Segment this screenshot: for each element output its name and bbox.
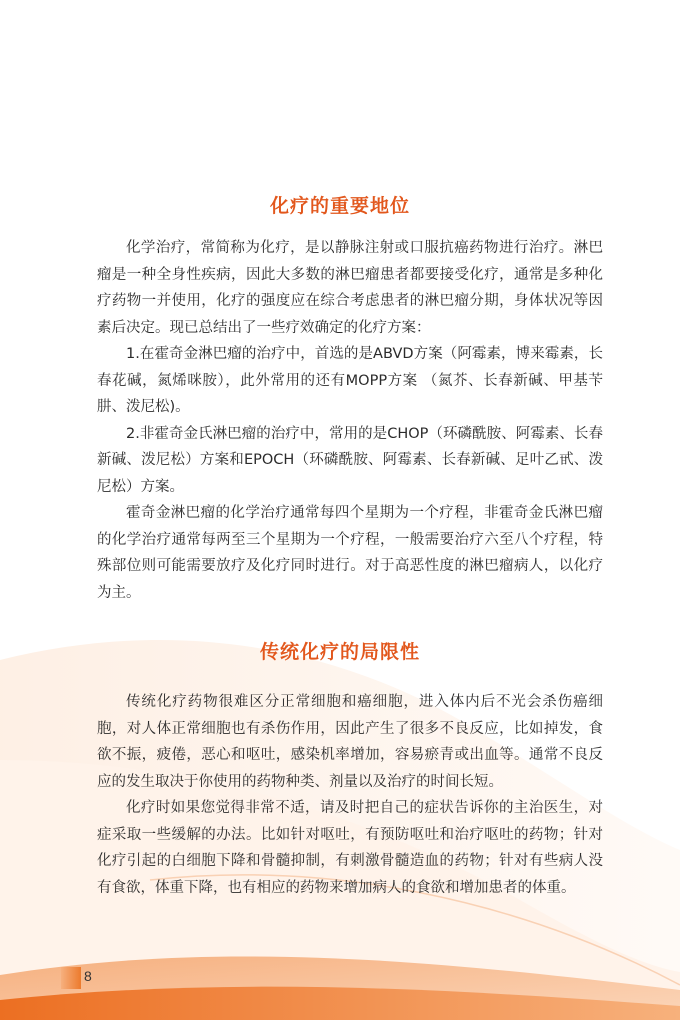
paragraph: 化学治疗，常简称为化疗，是以静脉注射或口服抗癌药物进行治疗。淋巴瘤是一种全身性疾病，因此大多数的淋巴瘤患者都要接受化疗，通常是多种化疗药物一并使用，化疗的强度应在综合考虑患者的淋巴瘤分期，身体状况等因素后决定。现已总结出了一些疗效确定的化疗方案： <box>97 240 603 336</box>
paragraph: 1.在霍奇金淋巴瘤的治疗中，首选的是ABVD方案（阿霉素，博来霉素，长春花碱，氮烯咪胺），此外常用的还有MOPP方案 （氮芥、长春新碱、甲基苄肼、泼尼松)。 <box>97 346 603 415</box>
page-number-tab <box>61 967 81 989</box>
page-number: 8 <box>84 968 92 984</box>
section-heading-limitations: 传统化疗的局限性 <box>259 641 420 663</box>
paragraph: 霍奇金淋巴瘤的化学治疗通常每四个星期为一个疗程，非霍奇金氏淋巴瘤的化学治疗通常每两至三个星期为一个疗程，一般需要治疗六至八个疗程，特殊部位则可能需要放疗及化疗同时进行。对于高恶性度的淋巴瘤病人，以化疗为主。 <box>97 505 603 601</box>
paragraph: 传统化疗药物很难区分正常细胞和癌细胞，进入体内后不光会杀伤癌细胞，对人体正常细胞也有杀伤作用，因此产生了很多不良反应，比如掉发，食欲不振，疲倦，恶心和呕吐，感染机率增加，容易瘀青或出血等。通常不良反应的发生取决于你使用的药物种类、剂量以及治疗的时间长短。 <box>97 694 603 790</box>
section-limitations <box>97 689 603 901</box>
section-heading-importance: 化疗的重要地位 <box>269 195 410 217</box>
section-importance <box>97 235 603 606</box>
paragraph: 2.非霍奇金氏淋巴瘤的治疗中，常用的是CHOP（环磷酰胺、阿霉素、长春新碱、泼尼松）方案和EPOCH（环磷酰胺、阿霉素、长春新碱、足叶乙甙、泼尼松）方案。 <box>97 425 603 495</box>
paragraph: 化疗时如果您觉得非常不适，请及时把自己的症状告诉你的主治医生，对症采取一些缓解的办法。比如针对呕吐，有预防呕吐和治疗呕吐的药物；针对化疗引起的白细胞下降和骨髓抑制，有刺激骨髓造血的药物；针对有些病人没有食欲，体重下降，也有相应的药物来增加病人的食欲和增加患者的体重。 <box>97 800 603 896</box>
